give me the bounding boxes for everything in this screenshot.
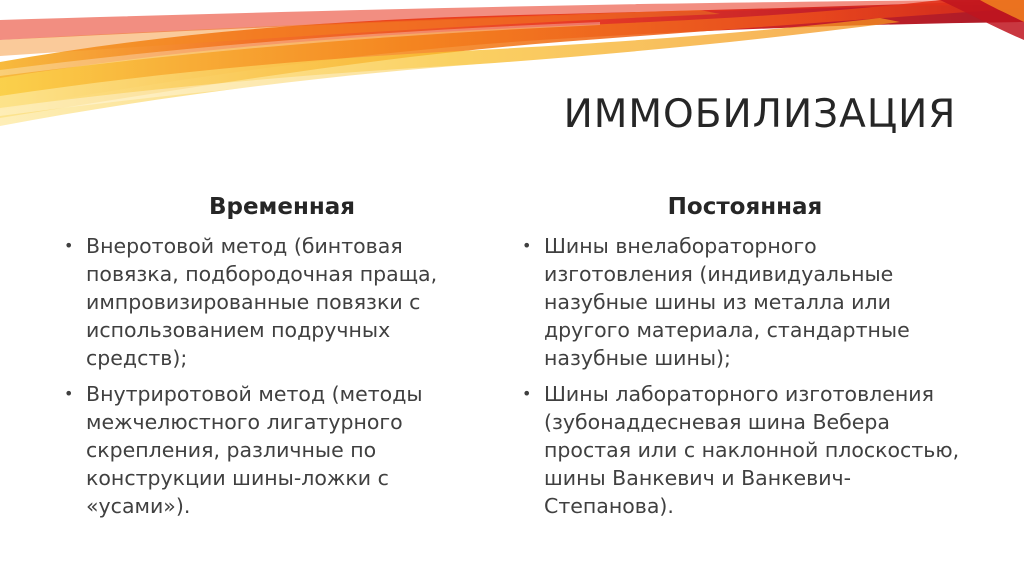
bullet-icon: •: [522, 384, 532, 403]
column-temporary: [62, 190, 482, 528]
list-item-text: Шины внелабораторного изготовления (индивидуальные назубные шины из металла или другого материала, стандартные назубные шины);: [544, 234, 910, 370]
list-item: [520, 232, 970, 372]
bullet-icon: •: [522, 236, 532, 255]
bullet-list: [62, 232, 482, 520]
list-item: [62, 380, 482, 520]
list-item-text: Внутриротовой метод (методы межчелюстного лигатурного скрепления, различные по конструкции шины-ложки с «усами»).: [86, 382, 423, 518]
column-permanent: [520, 190, 970, 528]
column-heading: Временная: [208, 194, 356, 220]
bullet-icon: •: [64, 236, 74, 255]
list-item: [520, 380, 970, 520]
list-item-text: Шины лабораторного изготовления (зубонаддесневая шина Вебера простая или с наклонной плоскостью, шины Ванкевич и Ванкевич-Степанова).: [544, 382, 960, 518]
column-heading: Постоянная: [667, 194, 823, 220]
list-item-text: Внеротовой метод (бинтовая повязка, подбородочная праща, импровизированные повязки с использованием подручных средств);: [86, 234, 438, 370]
list-item: [62, 232, 482, 372]
bullet-icon: •: [64, 384, 74, 403]
bullet-list: [520, 232, 970, 520]
slide-title: ИММОБИЛИЗАЦИЯ: [563, 92, 957, 137]
